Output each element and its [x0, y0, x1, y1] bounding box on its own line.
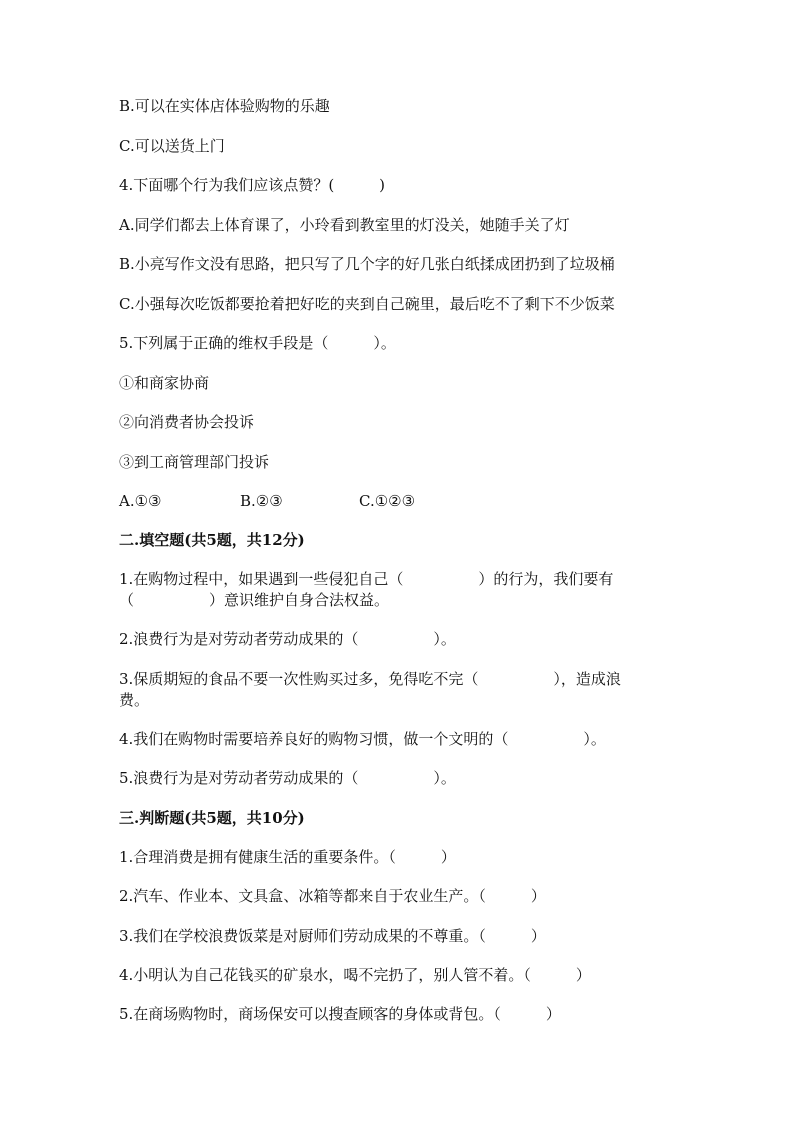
question-stem: 5.下列属于正确的维权手段是（ ）。	[119, 334, 396, 352]
question-line: （ ）意识维护自身合法权益。	[119, 591, 390, 609]
question-line: 1.在购物过程中，如果遇到一些侵犯自己（ ）的行为，我们要有	[119, 570, 614, 588]
question-line: 费。	[119, 691, 150, 709]
option-row	[119, 491, 415, 511]
list-item: ①和商家协商	[119, 374, 210, 392]
section-heading: 三.判断题(共5题，共10分)	[119, 809, 305, 827]
option-a: A.同学们都去上体育课了，小玲看到教室里的灯没关，她随手关了灯	[119, 216, 570, 234]
question-line: 4.小明认为自己花钱买的矿泉水，喝不完扔了，别人管不着。（ ）	[119, 966, 591, 984]
list-item: ③到工商管理部门投诉	[119, 453, 270, 471]
question-stem: 4.下面哪个行为我们应该点赞？( )	[119, 176, 386, 194]
option-b: B.②③	[240, 492, 283, 510]
question-line: 4.我们在购物时需要培养良好的购物习惯，做一个文明的（ ）。	[119, 730, 606, 748]
question-line: 1.合理消费是拥有健康生活的重要条件。（ ）	[119, 848, 456, 866]
list-item: ②向消费者协会投诉	[119, 413, 255, 431]
option-c: C.小强每次吃饭都要抢着把好吃的夹到自己碗里，最后吃不了剩下不少饭菜	[119, 295, 615, 313]
option-c: C.可以送货上门	[119, 137, 225, 155]
option-c: C.①②③	[359, 492, 416, 510]
section-heading: 二.填空题(共5题，共12分)	[119, 531, 305, 549]
option-b: B.小亮写作文没有思路，把只写了几个字的好几张白纸揉成团扔到了垃圾桶	[119, 255, 615, 273]
question-line: 2.汽车、作业本、文具盒、冰箱等都来自于农业生产。（ ）	[119, 887, 546, 905]
question-line: 3.我们在学校浪费饭菜是对厨师们劳动成果的不尊重。（ ）	[119, 927, 546, 945]
question-line: 3.保质期短的食品不要一次性购买过多，免得吃不完（ ），造成浪	[119, 670, 621, 688]
option-a: A.①③	[119, 492, 162, 510]
option-b: B.可以在实体店体验购物的乐趣	[119, 97, 330, 115]
question-line: 2.浪费行为是对劳动者劳动成果的（ ）。	[119, 630, 456, 648]
question-line: 5.在商场购物时，商场保安可以搜查顾客的身体或背包。（ ）	[119, 1005, 561, 1023]
question-line: 5.浪费行为是对劳动者劳动成果的（ ）。	[119, 769, 456, 787]
